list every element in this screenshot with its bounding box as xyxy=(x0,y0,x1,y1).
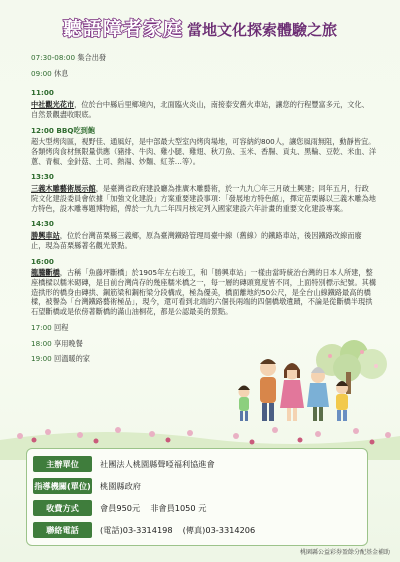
itinerary-item xyxy=(31,88,376,119)
phone-number: (電話)03-3314198 xyxy=(100,524,173,535)
item-text: 休息 xyxy=(54,68,69,78)
organizer-row xyxy=(33,456,215,472)
item-time: 16:00 xyxy=(31,256,54,266)
contact-value xyxy=(100,525,255,536)
item-time: 13:30 xyxy=(31,172,54,182)
fee-nonmember: 非會員1050 元 xyxy=(150,502,207,513)
item-desc: ，是臺灣省政府建設廳為推廣木雕藝術，於一九九〇年三月破土興建；同年五月，行政院文化建設委員會依據「加強文化建設」方案重要建設事項：「發展地方特色館」，擇定苗栗縣以三義木雕為地方特色，設木雕專題博物館，俾於一九九二年四月核定列入國家建設六年計畫的重要文化建設專案。 xyxy=(31,184,376,213)
item-time: 14:30 xyxy=(31,219,54,229)
organizer-label: 主辦單位 xyxy=(33,456,92,472)
itinerary-item xyxy=(31,172,376,213)
fee-value xyxy=(100,503,206,514)
flyer-title xyxy=(0,14,400,41)
fee-row xyxy=(33,500,206,516)
supervisor-row xyxy=(33,478,141,494)
organizer-value: 社團法人桃園縣聲啞福利協進會 xyxy=(100,458,215,469)
item-time: 12:00 BBQ吃到飽 xyxy=(31,125,96,135)
item-desc: ，古稱「魚藤坪斷橋」於1905年左右竣工，和「勝興車站」一樣由當時統治台灣的日本人所建，整座橋樑以糯米砌磚，是目前台灣尚存的幾座糯米橋之一，每一層的磚頭寬度皆不同，上面特別標示紀號。其構造拱形的橋身由磚拱、鋼筋梁和鋼桁梁分段構成，極為優美，橋面離地約50公尺，是全台山線鐵路最高的橋樑，被譽為「台灣鐵路藝術極品」，現今，還可看到北端的六個長兩端的四個橋墩遺蹟，不論是從斷橋半現拱石望斷橋或是依傍著斷橋的滿山油桐花，都是公認最美的景點。 xyxy=(31,268,377,317)
itinerary-item xyxy=(31,126,376,167)
item-text: 享用晚餐 xyxy=(54,338,83,348)
item-text: 集合出發 xyxy=(77,53,107,62)
item-time: 07:30-08:00 xyxy=(31,53,76,62)
item-desc: 超大型烤肉區，視野佳、通風好，是中部最大型室內烤肉場地，可容納約800人，讓您風雨無阻，動靜皆宜。各類烤肉食材無限量供應（豬排、牛肉、雞小腿、雞翅、秋刀魚、玉米、香腸、貢丸、黑輪、豆乾、米血、洋蔥、青椒、金針菇、土司、熱湯、炒麵、紅茶…等）。 xyxy=(31,137,377,166)
item-time: 09:00 xyxy=(31,68,52,78)
itinerary-item xyxy=(31,323,376,333)
supervisor-value: 桃園縣政府 xyxy=(100,480,141,491)
title-main: 聽語障者家庭 xyxy=(62,18,183,40)
item-place: 中社觀光花市 xyxy=(31,100,75,110)
item-time: 18:00 xyxy=(31,338,52,348)
itinerary-item xyxy=(31,257,376,317)
sponsor-footer: 桃園縣公益彩券盈餘分配基金補助 xyxy=(299,549,390,556)
itinerary-item xyxy=(31,219,376,250)
supervisor-label: 指導機關(單位) xyxy=(33,478,92,494)
item-time: 19:00 xyxy=(31,354,52,364)
title-sub: 當地文化探索體驗之旅 xyxy=(187,21,338,39)
contact-row xyxy=(33,522,255,538)
item-time: 11:00 xyxy=(31,88,54,98)
item-place: 勝興車站 xyxy=(31,231,60,241)
item-place: 龍騰斷橋 xyxy=(31,268,60,278)
item-text: 回程 xyxy=(54,322,69,332)
itinerary-item xyxy=(31,69,376,79)
item-desc: ，位於台灣苗栗縣三義鄉，原為臺灣鐵路管理局臺中線（舊線）的鐵路車站，後因鐵路改線而廢止，現為苗栗縣著名觀光景點。 xyxy=(31,231,362,250)
itinerary xyxy=(31,53,376,370)
item-text: 回溫暖的家 xyxy=(54,354,90,364)
fee-member: 會員950元 xyxy=(100,502,141,513)
fax-number: (傳真)03-3314206 xyxy=(182,524,256,535)
info-box xyxy=(26,448,368,546)
item-time: 17:00 xyxy=(31,322,52,332)
item-place: 三義木雕藝術展示館 xyxy=(31,184,96,194)
item-desc: ，位於台中縣后里鄉境內，北面臨火炎山，南接泰安舊火車站，讓您的行程豐富多元，文化、自然景觀盡收眼底。 xyxy=(31,100,369,119)
fee-label: 收費方式 xyxy=(33,500,92,516)
contact-label: 聯絡電話 xyxy=(33,522,92,538)
itinerary-item xyxy=(31,53,376,63)
